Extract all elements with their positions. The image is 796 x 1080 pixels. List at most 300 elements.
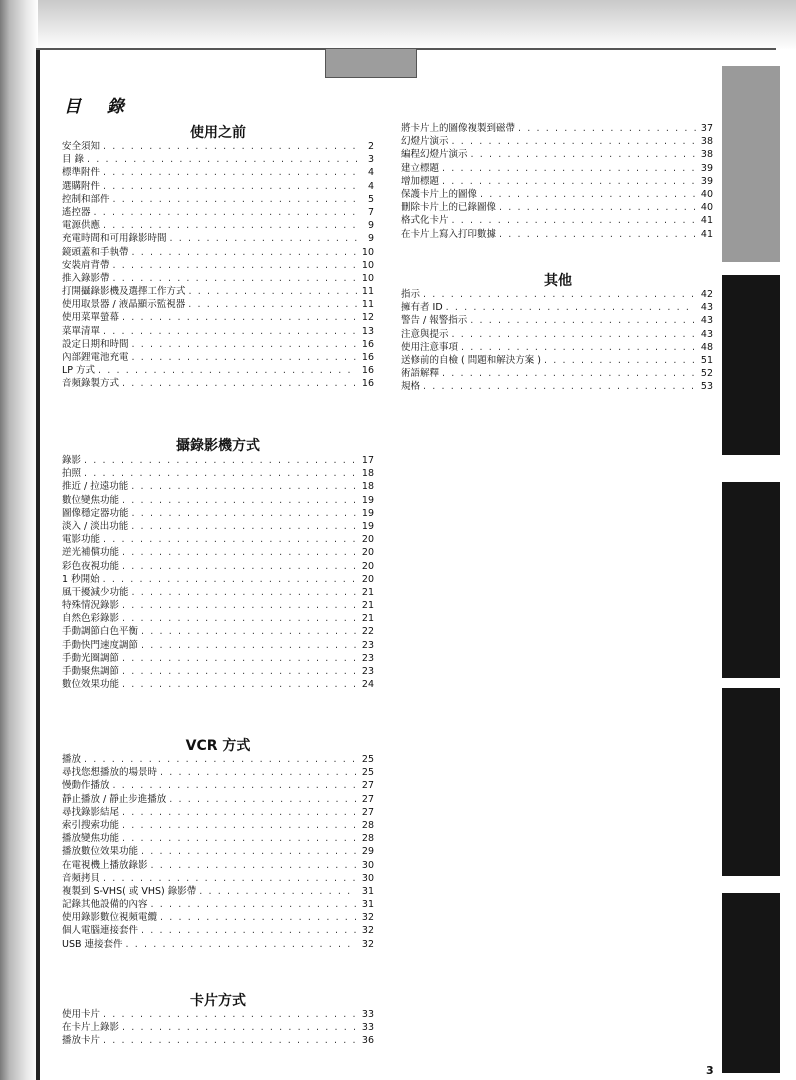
- toc-entry-page: 40: [700, 202, 713, 214]
- toc-entry-label: 索引搜索功能: [62, 819, 120, 831]
- toc-entry: [401, 228, 713, 241]
- scan-left-edge: [0, 0, 38, 1080]
- toc-leader-dots: [113, 272, 357, 285]
- toc-entry-page: 32: [361, 912, 374, 924]
- toc-entry-page: 37: [700, 123, 713, 134]
- toc-entry-page: 10: [361, 259, 374, 271]
- toc-entry: [62, 259, 374, 272]
- toc-entry: [62, 612, 374, 625]
- toc-entry-page: 12: [361, 312, 374, 324]
- toc-entry: [401, 148, 713, 161]
- toc-entry-label: 推近 / 拉遠功能: [62, 481, 129, 493]
- toc-entry-page: 38: [700, 136, 713, 148]
- toc-entry: [62, 454, 374, 467]
- toc-entry-label: 控制和部件: [62, 193, 110, 205]
- toc-entry-page: 41: [700, 215, 713, 227]
- toc-entry: [62, 924, 374, 937]
- toc-entry: [62, 467, 374, 480]
- toc-entry: [62, 938, 374, 951]
- toc-entry-label: 安裝肩背帶: [62, 259, 110, 271]
- toc-entry-label: 自然色彩錄影: [62, 613, 120, 625]
- toc-leader-dots: [499, 201, 696, 214]
- toc-entry: [62, 872, 374, 885]
- toc-leader-dots: [103, 166, 357, 179]
- toc-entry: [62, 793, 374, 806]
- toc-entry-page: 10: [361, 246, 374, 258]
- toc-entry-label: 警告 / 報警指示: [401, 315, 468, 327]
- toc-entry-page: 25: [361, 767, 374, 779]
- toc-entry-page: 21: [361, 613, 374, 625]
- toc-entry: [62, 364, 374, 377]
- toc-entry-label: 手動快門速度調節: [62, 639, 139, 651]
- toc-list-card: [62, 1008, 374, 1048]
- page-left-border: [36, 50, 40, 1080]
- toc-entry: [62, 153, 374, 166]
- toc-entry: [62, 546, 374, 559]
- toc-entry: [62, 599, 374, 612]
- toc-leader-dots: [132, 338, 357, 351]
- toc-entry-label: 手動調節白色平衡: [62, 626, 139, 638]
- toc-entry-page: 33: [361, 1009, 374, 1020]
- toc-entry-label: 拍照: [62, 468, 82, 480]
- toc-entry: [401, 367, 713, 380]
- toc-leader-dots: [103, 872, 357, 885]
- toc-entry: [62, 898, 374, 911]
- toc-entry-page: 27: [361, 806, 374, 818]
- toc-entry-page: 20: [361, 573, 374, 585]
- toc-entry-label: 送修前的自檢 ( 問題和解決方案 ): [401, 354, 541, 366]
- toc-entry-label: 數位效果功能: [62, 679, 120, 691]
- toc-entry-label: 使用菜單螢幕: [62, 312, 120, 324]
- toc-leader-dots: [113, 779, 357, 792]
- toc-entry-page: 31: [361, 899, 374, 911]
- index-tab-other: [722, 893, 780, 1073]
- toc-entry-label: 指示: [401, 289, 421, 300]
- toc-entry-page: 38: [700, 149, 713, 161]
- toc-entry: [62, 845, 374, 858]
- toc-entry-label: 播放數位效果功能: [62, 846, 139, 858]
- toc-entry: [401, 135, 713, 148]
- toc-entry-page: 16: [361, 365, 374, 377]
- toc-leader-dots: [131, 480, 357, 493]
- toc-leader-dots: [126, 938, 357, 951]
- toc-entry: [62, 311, 374, 324]
- toc-entry-label: 將卡片上的圖像複製到磁帶: [401, 123, 516, 134]
- toc-entry: [401, 301, 713, 314]
- toc-leader-dots: [132, 586, 357, 599]
- toc-leader-dots: [122, 494, 357, 507]
- toc-leader-dots: [544, 354, 696, 367]
- toc-entry: [62, 819, 374, 832]
- toc-entry-label: 刪除卡片上的已錄圖像: [401, 202, 497, 214]
- toc-leader-dots: [122, 832, 357, 845]
- toc-entry: [401, 162, 713, 175]
- toc-entry-label: 個人電腦連接套件: [62, 925, 139, 937]
- toc-entry-page: 51: [700, 354, 713, 366]
- toc-entry: [62, 1034, 374, 1047]
- toc-leader-dots: [122, 599, 357, 612]
- toc-leader-dots: [470, 314, 696, 327]
- toc-list-card-continued: [401, 122, 713, 241]
- toc-leader-dots: [103, 1008, 357, 1021]
- toc-entry-label: 錄影: [62, 455, 82, 466]
- toc-entry: [62, 832, 374, 845]
- toc-entry-page: 23: [361, 639, 374, 651]
- toc-leader-dots: [189, 285, 357, 298]
- toc-list-usage: [62, 140, 374, 391]
- index-tab-card: [722, 688, 780, 876]
- toc-leader-dots: [122, 560, 357, 573]
- toc-entry-page: 4: [367, 167, 374, 179]
- toc-entry-label: 在卡片上寫入打印數據: [401, 228, 497, 240]
- toc-entry-page: 27: [361, 793, 374, 805]
- toc-entry-label: 推入錄影帶: [62, 272, 110, 284]
- toc-leader-dots: [151, 898, 357, 911]
- toc-entry-label: 保護卡片上的圖像: [401, 188, 478, 200]
- scan-top-edge: [0, 0, 796, 50]
- toc-leader-dots: [151, 859, 357, 872]
- toc-entry-page: 16: [361, 378, 374, 390]
- toc-entry-label: 使用注意事項: [401, 341, 459, 353]
- toc-entry-label: 格式化卡片: [401, 215, 449, 227]
- toc-entry-page: 27: [361, 780, 374, 792]
- toc-entry-label: 幻燈片演示: [401, 136, 449, 148]
- toc-entry: [401, 314, 713, 327]
- toc-entry: [62, 1021, 374, 1034]
- toc-entry: [62, 272, 374, 285]
- toc-entry-label: 風干擾減少功能: [62, 586, 129, 598]
- toc-entry: [62, 665, 374, 678]
- toc-entry-page: 16: [361, 352, 374, 363]
- toc-entry: [62, 639, 374, 652]
- toc-entry: [62, 766, 374, 779]
- toc-entry-page: 48: [700, 341, 713, 353]
- toc-entry-page: 10: [361, 272, 374, 284]
- toc-leader-dots: [84, 454, 357, 467]
- toc-entry-page: 23: [361, 652, 374, 664]
- toc-leader-dots: [84, 753, 357, 766]
- toc-entry-label: 內部鋰電池充電: [62, 352, 129, 363]
- toc-entry-page: 22: [361, 626, 374, 638]
- toc-entry-page: 18: [361, 481, 374, 493]
- toc-list-camera: [62, 454, 374, 691]
- toc-entry-label: 標準附件: [62, 167, 101, 179]
- toc-entry: [62, 507, 374, 520]
- toc-leader-dots: [122, 652, 357, 665]
- toc-entry-page: 19: [361, 507, 374, 519]
- toc-leader-dots: [188, 298, 357, 311]
- toc-entry: [62, 625, 374, 638]
- toc-entry-label: 在電視機上播放錄影: [62, 859, 148, 871]
- toc-entry-label: 安全須知: [62, 141, 101, 152]
- toc-leader-dots: [122, 806, 357, 819]
- toc-entry-page: 21: [361, 586, 374, 598]
- toc-entry: [401, 354, 713, 367]
- toc-entry-page: 30: [361, 859, 374, 871]
- toc-leader-dots: [452, 135, 696, 148]
- toc-entry-page: 43: [700, 328, 713, 340]
- toc-leader-dots: [131, 520, 357, 533]
- toc-entry-label: 電源供應: [62, 220, 101, 232]
- toc-entry: [62, 232, 374, 245]
- toc-entry: [62, 298, 374, 311]
- toc-leader-dots: [141, 924, 357, 937]
- toc-leader-dots: [452, 214, 696, 227]
- toc-entry-page: 23: [361, 666, 374, 677]
- toc-entry: [62, 285, 374, 298]
- toc-entry: [62, 560, 374, 573]
- toc-leader-dots: [499, 228, 696, 241]
- toc-entry-label: 靜止播放 / 靜止步進播放: [62, 793, 167, 805]
- toc-leader-dots: [103, 573, 357, 586]
- toc-entry-label: 尋找您想播放的場景時: [62, 767, 158, 779]
- header-tab-block: [325, 48, 417, 78]
- index-tab-vcr: [722, 482, 780, 678]
- toc-entry-page: 39: [700, 175, 713, 187]
- toc-entry-label: 規格: [401, 381, 421, 393]
- toc-entry-label: 增加標題: [401, 175, 440, 187]
- section-heading-card: 卡片方式: [190, 993, 246, 1009]
- toc-entry: [62, 377, 374, 390]
- toc-leader-dots: [103, 140, 357, 153]
- toc-entry-label: 播放卡片: [62, 1035, 101, 1047]
- toc-entry-page: 52: [700, 368, 713, 380]
- toc-entry-label: 建立標題: [401, 162, 440, 174]
- toc-entry: [62, 859, 374, 872]
- page-number: 3: [706, 1064, 714, 1077]
- toc-entry-label: 注意與提示: [401, 328, 449, 340]
- toc-leader-dots: [122, 311, 357, 324]
- toc-leader-dots: [122, 819, 357, 832]
- toc-entry: [401, 288, 713, 301]
- toc-entry: [401, 341, 713, 354]
- toc-entry-page: 2: [367, 141, 374, 152]
- toc-entry-page: 11: [361, 299, 374, 311]
- toc-entry-label: 使用卡片: [62, 1009, 101, 1020]
- toc-entry-label: 彩色夜視功能: [62, 560, 120, 572]
- toc-entry-label: 逆光補償功能: [62, 547, 120, 559]
- toc-entry-page: 19: [361, 520, 374, 532]
- toc-entry-page: 32: [361, 938, 374, 950]
- toc-entry-page: 28: [361, 819, 374, 831]
- toc-entry-page: 20: [361, 560, 374, 572]
- toc-leader-dots: [480, 188, 696, 201]
- toc-leader-dots: [103, 1034, 357, 1047]
- toc-leader-dots: [141, 639, 357, 652]
- toc-entry-page: 24: [361, 679, 374, 691]
- toc-entry: [62, 652, 374, 665]
- toc-leader-dots: [160, 766, 357, 779]
- toc-leader-dots: [122, 665, 357, 678]
- toc-entry-page: 16: [361, 338, 374, 350]
- toc-leader-dots: [87, 153, 357, 166]
- toc-entry: [401, 214, 713, 227]
- toc-entry: [62, 206, 374, 219]
- toc-entry-page: 39: [700, 162, 713, 174]
- toc-entry-label: 記錄其他設備的內容: [62, 899, 148, 911]
- toc-entry-label: 術語解釋: [401, 368, 440, 380]
- toc-entry: [62, 166, 374, 179]
- toc-leader-dots: [442, 367, 696, 380]
- toc-entry: [62, 325, 374, 338]
- toc-entry-label: 電影功能: [62, 534, 101, 546]
- toc-entry: [62, 219, 374, 232]
- toc-entry-label: 複製到 S-VHS( 或 VHS) 錄影帶: [62, 885, 197, 897]
- toc-entry-page: 17: [361, 455, 374, 466]
- toc-entry-label: 音頻錄製方式: [62, 378, 120, 390]
- toc-leader-dots: [94, 206, 357, 219]
- toc-entry-page: 20: [361, 547, 374, 559]
- toc-entry-page: 53: [700, 381, 713, 393]
- toc-entry: [62, 533, 374, 546]
- toc-entry-page: 13: [361, 325, 374, 337]
- toc-leader-dots: [103, 325, 357, 338]
- toc-leader-dots: [122, 1021, 357, 1034]
- toc-leader-dots: [141, 845, 357, 858]
- toc-leader-dots: [103, 219, 357, 232]
- toc-leader-dots: [160, 911, 357, 924]
- toc-entry: [62, 520, 374, 533]
- toc-leader-dots: [423, 288, 696, 301]
- toc-entry: [62, 351, 374, 364]
- toc-entry-page: 36: [361, 1035, 374, 1047]
- toc-entry: [401, 175, 713, 188]
- toc-entry-label: 圖像穩定器功能: [62, 507, 129, 519]
- toc-leader-dots: [122, 612, 357, 625]
- toc-entry-label: 特殊情況錄影: [62, 600, 120, 612]
- index-tab-usage: [722, 66, 780, 262]
- toc-entry-page: 33: [361, 1022, 374, 1034]
- toc-entry: [62, 911, 374, 924]
- toc-entry-label: 音頻拷貝: [62, 872, 101, 884]
- toc-leader-dots: [122, 546, 357, 559]
- toc-entry-page: 40: [700, 188, 713, 200]
- toc-entry-label: 使用錄影數位視頻電纜: [62, 912, 158, 924]
- toc-list-other: [401, 288, 713, 394]
- toc-entry-page: 20: [361, 534, 374, 546]
- toc-leader-dots: [132, 507, 357, 520]
- toc-entry: [401, 188, 713, 201]
- toc-entry: [62, 193, 374, 206]
- toc-entry: [401, 380, 713, 393]
- toc-leader-dots: [446, 301, 696, 314]
- toc-entry-label: 播放: [62, 754, 82, 765]
- toc-leader-dots: [132, 351, 357, 364]
- section-heading-usage: 使用之前: [190, 125, 246, 141]
- toc-entry-page: 9: [367, 220, 374, 232]
- toc-entry-label: 1 秒開始: [62, 573, 100, 585]
- toc-entry-label: 手動光圈調節: [62, 652, 120, 664]
- toc-entry: [62, 140, 374, 153]
- toc-entry-label: 編程幻燈片演示: [401, 149, 468, 161]
- toc-entry: [62, 246, 374, 259]
- toc-leader-dots: [452, 328, 696, 341]
- toc-leader-dots: [132, 246, 357, 259]
- toc-leader-dots: [122, 678, 357, 691]
- toc-entry: [62, 806, 374, 819]
- toc-entry: [62, 885, 374, 898]
- toc-entry-label: 使用取景器 / 液晶顯示監視器: [62, 299, 186, 311]
- toc-leader-dots: [98, 364, 357, 377]
- toc-entry-page: 41: [700, 228, 713, 240]
- toc-entry: [62, 494, 374, 507]
- toc-entry-label: 菜單清單: [62, 325, 101, 337]
- toc-leader-dots: [169, 793, 357, 806]
- toc-entry-page: 30: [361, 872, 374, 884]
- toc-entry-page: 28: [361, 833, 374, 845]
- toc-entry: [62, 480, 374, 493]
- toc-entry-page: 3: [367, 154, 374, 166]
- toc-entry-page: 11: [361, 286, 374, 298]
- toc-entry-page: 43: [700, 302, 713, 314]
- toc-entry-label: 選購附件: [62, 180, 101, 192]
- toc-leader-dots: [84, 467, 357, 480]
- toc-entry-page: 25: [361, 754, 374, 765]
- toc-entry-page: 19: [361, 494, 374, 506]
- toc-entry-page: 32: [361, 925, 374, 937]
- toc-entry-page: 43: [700, 315, 713, 327]
- toc-entry: [62, 338, 374, 351]
- toc-list-vcr: [62, 753, 374, 951]
- toc-entry-label: 淡入 / 淡出功能: [62, 520, 129, 532]
- section-heading-other: 其他: [544, 273, 572, 289]
- toc-leader-dots: [461, 341, 696, 354]
- toc-entry-label: USB 連接套件: [62, 938, 123, 950]
- toc-entry-page: 4: [367, 180, 374, 192]
- toc-entry-page: 18: [361, 468, 374, 480]
- toc-entry-label: 目 錄: [62, 154, 85, 166]
- toc-leader-dots: [423, 380, 696, 393]
- toc-leader-dots: [199, 885, 357, 898]
- toc-entry-label: LP 方式: [62, 365, 96, 377]
- toc-entry: [401, 328, 713, 341]
- toc-entry-label: 尋找錄影結尾: [62, 806, 120, 818]
- toc-leader-dots: [113, 259, 357, 272]
- toc-leader-dots: [471, 148, 696, 161]
- toc-leader-dots: [442, 175, 696, 188]
- toc-entry: [62, 573, 374, 586]
- toc-entry-page: 5: [367, 193, 374, 205]
- toc-entry-label: 擁有者 ID: [401, 302, 443, 314]
- toc-leader-dots: [518, 122, 696, 135]
- toc-entry: [62, 779, 374, 792]
- toc-entry: [401, 122, 713, 135]
- toc-leader-dots: [113, 193, 357, 206]
- toc-leader-dots: [141, 625, 357, 638]
- toc-leader-dots: [103, 180, 357, 193]
- toc-leader-dots: [122, 377, 357, 390]
- toc-entry-label: 手動聚焦調節: [62, 666, 120, 677]
- section-heading-vcr: VCR 方式: [185, 738, 251, 754]
- toc-entry-page: 31: [361, 885, 374, 897]
- toc-entry-label: 遙控器: [62, 206, 91, 218]
- section-heading-camera: 攝錄影機方式: [176, 438, 260, 454]
- toc-leader-dots: [170, 232, 357, 245]
- toc-entry-page: 7: [367, 206, 374, 218]
- toc-entry-label: 鏡頭蓋和手執帶: [62, 246, 129, 258]
- toc-entry: [62, 180, 374, 193]
- toc-entry-label: 播放變焦功能: [62, 833, 120, 845]
- toc-entry-label: 打開攝錄影機及選擇工作方式: [62, 286, 186, 298]
- toc-entry-page: 29: [361, 846, 374, 858]
- toc-leader-dots: [103, 533, 357, 546]
- toc-entry: [62, 1008, 374, 1021]
- toc-entry-page: 9: [367, 233, 374, 245]
- toc-entry-label: 數位變焦功能: [62, 494, 120, 506]
- toc-entry: [401, 201, 713, 214]
- toc-entry-label: 在卡片上錄影: [62, 1022, 120, 1034]
- toc-entry: [62, 586, 374, 599]
